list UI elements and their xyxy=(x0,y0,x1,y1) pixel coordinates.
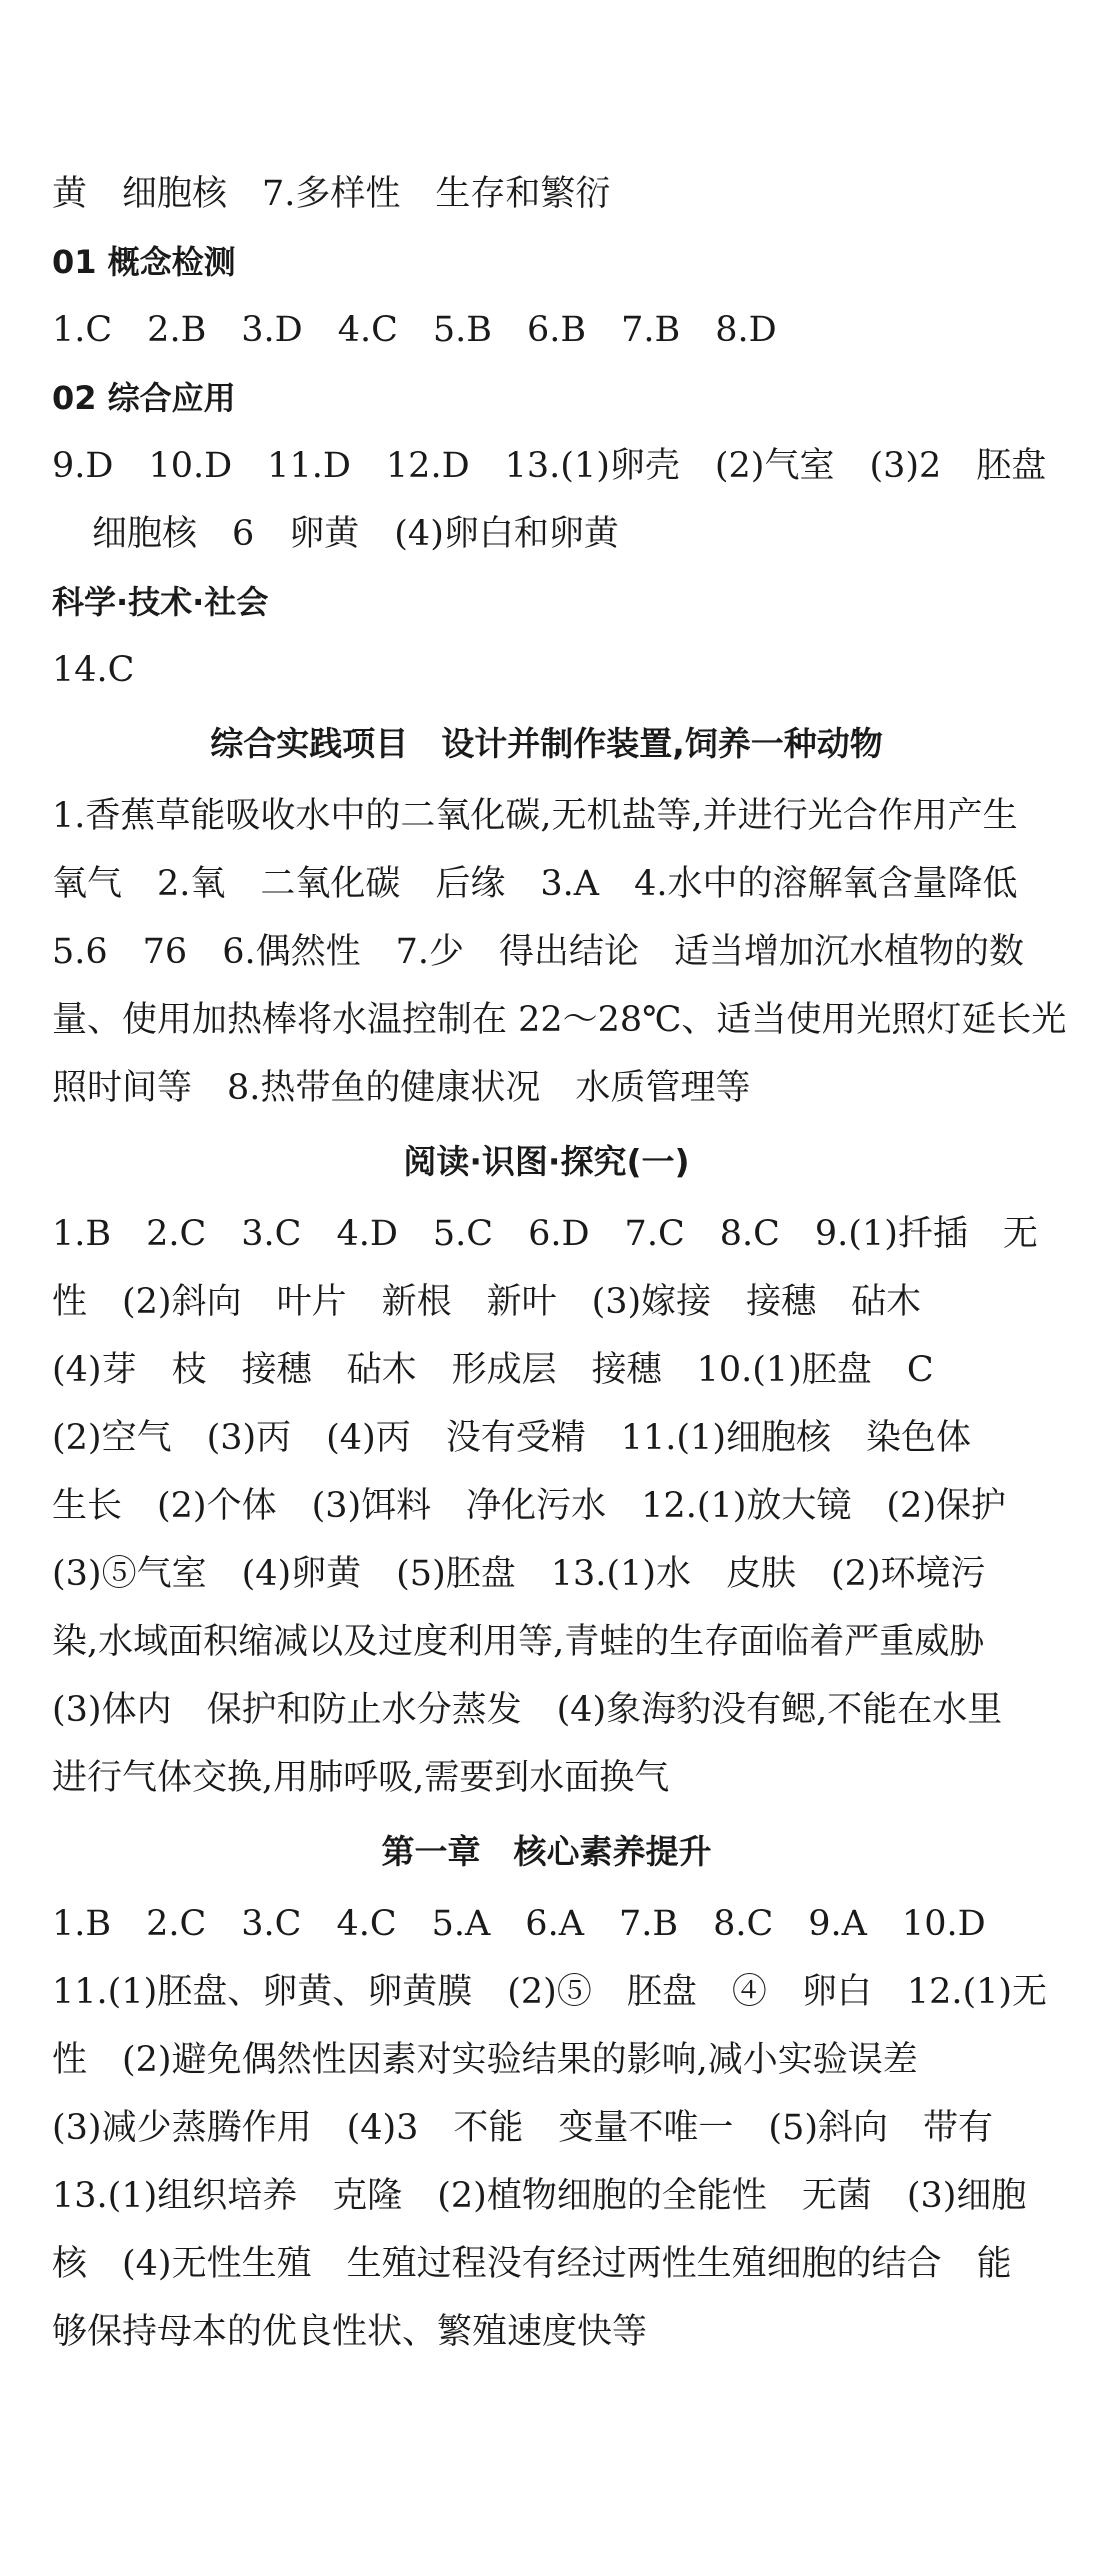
answer-line: 11.(1)胚盘、卵黄、卵黄膜 (2)⑤ 胚盘 ④ 卵白 12.(1)无 xyxy=(52,1972,1048,2012)
answer-line: (3)⑤气室 (4)卵黄 (5)胚盘 13.(1)水 皮肤 (2)环境污 xyxy=(52,1554,986,1594)
answer-line: 黄 细胞核 7.多样性 生存和繁衍 xyxy=(52,174,611,214)
answer-line: 照时间等 8.热带鱼的健康状况 水质管理等 xyxy=(52,1068,751,1108)
answer-line: 够保持母本的优良性状、繁殖速度快等 xyxy=(52,2312,648,2352)
answer-line: (2)空气 (3)丙 (4)丙 没有受精 11.(1)细胞核 染色体 xyxy=(52,1418,971,1458)
section-heading: 科学·技术·社会 xyxy=(52,583,269,621)
answer-line: 1.香蕉草能吸收水中的二氧化碳,无机盐等,并进行光合作用产生 xyxy=(52,796,1018,836)
answer-line: 染,水域面积缩减以及过度利用等,青蛙的生存面临着严重威胁 xyxy=(52,1622,985,1662)
answer-line: 氧气 2.氧 二氧化碳 后缘 3.A 4.水中的溶解氧含量降低 xyxy=(52,864,1018,904)
answer-line: (3)体内 保护和防止水分蒸发 (4)象海豹没有鳃,不能在水里 xyxy=(52,1690,1003,1730)
answer-line: 性 (2)避免偶然性因素对实验结果的影响,减小实验误差 xyxy=(52,2040,918,2080)
section-title: 综合实践项目 设计并制作装置,饲养一种动物 xyxy=(210,724,883,763)
answer-line: 14.C xyxy=(52,650,135,690)
answer-line: 1.B 2.C 3.C 4.C 5.A 6.A 7.B 8.C 9.A 10.D xyxy=(52,1904,986,1944)
answer-line: (3)减少蒸腾作用 (4)3 不能 变量不唯一 (5)斜向 带有 xyxy=(52,2108,994,2148)
answer-line: 13.(1)组织培养 克隆 (2)植物细胞的全能性 无菌 (3)细胞 xyxy=(52,2176,1027,2216)
answer-line: 性 (2)斜向 叶片 新根 新叶 (3)嫁接 接穗 砧木 xyxy=(52,1282,922,1322)
answer-line: 进行气体交换,用肺呼吸,需要到水面换气 xyxy=(52,1758,670,1798)
answer-line: 生长 (2)个体 (3)饵料 净化污水 12.(1)放大镜 (2)保护 xyxy=(52,1486,1006,1526)
answer-line: 量、使用加热棒将水温控制在 22～28℃、适当使用光照灯延长光 xyxy=(52,1000,1067,1040)
answer-line: 1.B 2.C 3.C 4.D 5.C 6.D 7.C 8.C 9.(1)扦插 无 xyxy=(52,1214,1038,1254)
section-heading: 01 概念检测 xyxy=(52,243,236,281)
answer-line: 细胞核 6 卵黄 (4)卵白和卵黄 xyxy=(92,514,619,554)
answer-line: (4)芽 枝 接穗 砧木 形成层 接穗 10.(1)胚盘 C xyxy=(52,1350,934,1390)
answer-line: 核 (4)无性生殖 生殖过程没有经过两性生殖细胞的结合 能 xyxy=(52,2244,1012,2284)
answer-line: 5.6 76 6.偶然性 7.少 得出结论 适当增加沉水植物的数 xyxy=(52,932,1024,972)
section-title: 第一章 核心素养提升 xyxy=(381,1832,712,1871)
section-title: 阅读·识图·探究(一) xyxy=(403,1142,690,1181)
section-heading: 02 综合应用 xyxy=(52,379,236,417)
answer-line: 9.D 10.D 11.D 12.D 13.(1)卵壳 (2)气室 (3)2 胚盘 xyxy=(52,446,1047,486)
answer-line: 1.C 2.B 3.D 4.C 5.B 6.B 7.B 8.D xyxy=(52,310,777,350)
